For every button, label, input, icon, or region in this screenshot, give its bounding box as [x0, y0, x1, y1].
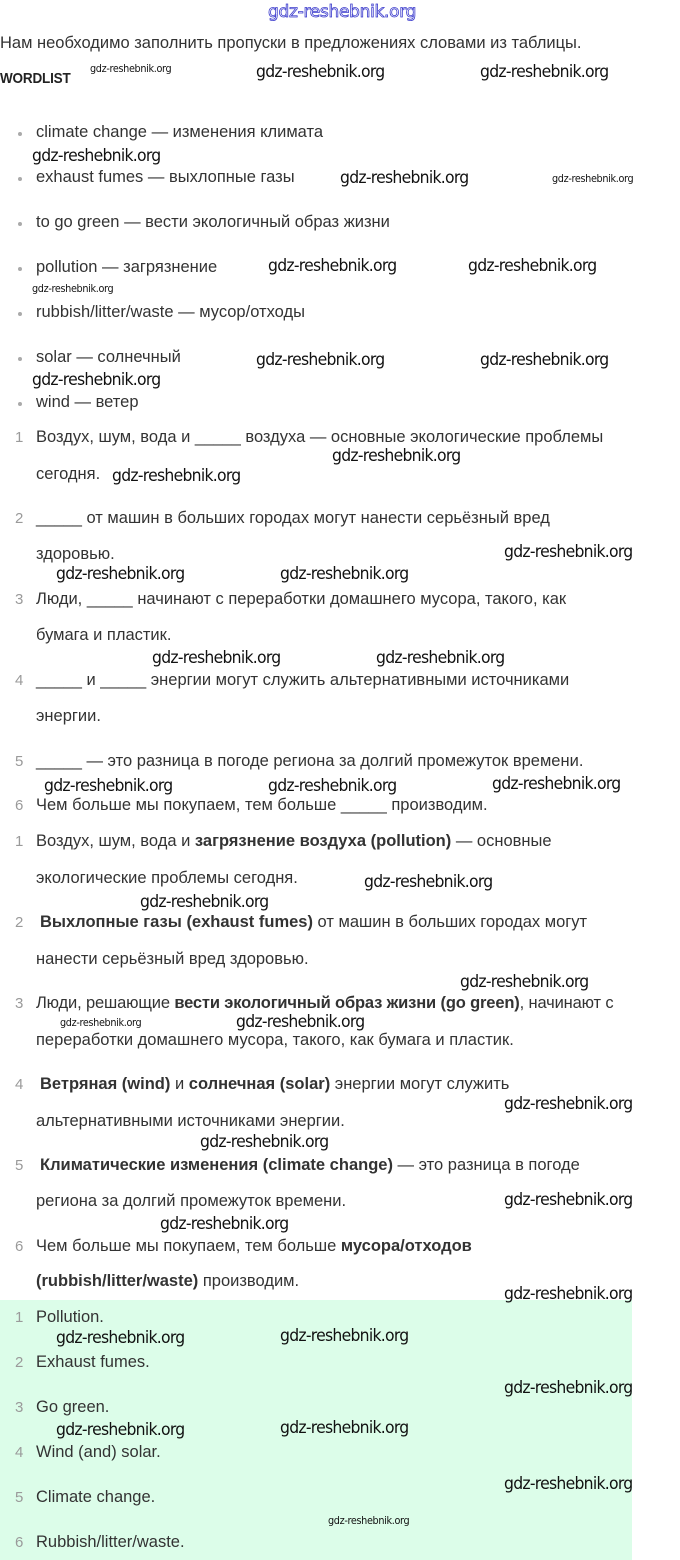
- bullet-icon: [18, 222, 22, 226]
- answer-line: Climate change.: [36, 1488, 156, 1506]
- answer-bold: Выхлопные газы (exhaust fumes): [40, 913, 313, 931]
- translation-line: [36, 1272, 299, 1291]
- translation-line: [40, 1075, 509, 1094]
- text: Воздух, шум, вода и: [36, 832, 195, 850]
- translation-line: [36, 832, 552, 851]
- text: Люди, решающие: [36, 994, 175, 1012]
- answer-line: Go green.: [36, 1398, 110, 1416]
- watermark: gdz-reshebnik.org: [376, 648, 505, 668]
- item-number: 6: [15, 797, 24, 814]
- answer-bold: солнечная (solar): [188, 1075, 331, 1093]
- watermark: gdz-reshebnik.org: [112, 466, 241, 486]
- translation-line: нанести серьёзный вред здоровью.: [36, 950, 309, 968]
- translation-line: [40, 1156, 580, 1175]
- item-number: 1: [15, 833, 24, 850]
- text: Чем больше мы покупаем, тем больше: [36, 1237, 341, 1255]
- watermark: gdz-reshebnik.org: [32, 146, 161, 166]
- translation-line: альтернативными источниками энергии.: [36, 1112, 345, 1130]
- item-number: 5: [15, 753, 24, 770]
- text: — это разница в погоде: [392, 1156, 580, 1174]
- watermark: gdz-reshebnik.org: [328, 1514, 410, 1527]
- translation-line: переработки домашнего мусора, такого, как бумага и пластик.: [36, 1031, 514, 1049]
- exercise-line: _____ и _____ энергии могут служить альтернативными источниками: [36, 671, 570, 689]
- watermark: gdz-reshebnik.org: [280, 564, 409, 584]
- item-number: 4: [15, 1444, 24, 1461]
- item-number: 5: [15, 1489, 24, 1506]
- watermark: gdz-reshebnik.org: [60, 1016, 142, 1029]
- answer-line: Pollution.: [36, 1308, 104, 1326]
- item-number: 4: [15, 672, 24, 689]
- item-number: 3: [15, 1399, 24, 1416]
- exercise-line: бумага и пластик.: [36, 626, 172, 644]
- translation-line: [36, 994, 613, 1013]
- translation-line: региона за долгий промежуток времени.: [36, 1192, 347, 1210]
- watermark: gdz-reshebnik.org: [468, 256, 597, 276]
- text: и: [170, 1075, 189, 1093]
- item-number: 1: [15, 429, 24, 446]
- text: производим.: [198, 1272, 300, 1290]
- watermark: gdz-reshebnik.org: [504, 1094, 633, 1114]
- item-number: 3: [15, 591, 24, 608]
- watermark: gdz-reshebnik.org: [340, 168, 469, 188]
- bullet-icon: [18, 312, 22, 316]
- watermark: gdz-reshebnik.org: [56, 564, 185, 584]
- watermark: gdz-reshebnik.org: [332, 446, 461, 466]
- exercise-line: _____ от машин в больших городах могут нанести серьёзный вред: [36, 509, 550, 527]
- watermark: gdz-reshebnik.org: [280, 1418, 409, 1438]
- exercise-line: здоровью.: [36, 545, 115, 563]
- item-number: 2: [15, 1354, 24, 1371]
- wordlist-item: pollution — загрязнение: [36, 258, 218, 276]
- watermark: gdz-reshebnik.org: [236, 1012, 365, 1032]
- watermark: gdz-reshebnik.org: [504, 1284, 633, 1304]
- watermark: gdz-reshebnik.org: [32, 370, 161, 390]
- answer-bold: (rubbish/litter/waste): [36, 1272, 199, 1290]
- exercise-line: Чем больше мы покупаем, тем больше _____ производим.: [36, 796, 488, 814]
- item-number: 3: [15, 995, 24, 1012]
- wordlist-item: to go green — вести экологичный образ жизни: [36, 213, 390, 231]
- exercise-line: энергии.: [36, 707, 101, 725]
- top-watermark: gdz-reshebnik.org: [268, 2, 417, 22]
- translation-line: [36, 1237, 472, 1256]
- watermark: gdz-reshebnik.org: [152, 648, 281, 668]
- watermark: gdz-reshebnik.org: [256, 62, 385, 82]
- translation-line: [40, 913, 587, 932]
- watermark: gdz-reshebnik.org: [480, 350, 609, 370]
- watermark: gdz-reshebnik.org: [504, 1378, 633, 1398]
- watermark: gdz-reshebnik.org: [90, 62, 172, 75]
- watermark: gdz-reshebnik.org: [492, 774, 621, 794]
- answer-bold: вести экологичный образ жизни (go green): [174, 994, 520, 1012]
- item-number: 2: [15, 510, 24, 527]
- wordlist-item: wind — ветер: [36, 393, 139, 411]
- watermark: gdz-reshebnik.org: [504, 542, 633, 562]
- watermark: gdz-reshebnik.org: [32, 282, 114, 295]
- bullet-icon: [18, 267, 22, 271]
- watermark: gdz-reshebnik.org: [56, 1328, 185, 1348]
- bullet-icon: [18, 402, 22, 406]
- item-number: 6: [15, 1238, 24, 1255]
- watermark: gdz-reshebnik.org: [200, 1132, 329, 1152]
- text: — основные: [451, 832, 552, 850]
- text: энергии могут служить: [330, 1075, 510, 1093]
- exercise-line: _____ — это разница в погоде региона за долгий промежуток времени.: [36, 752, 584, 770]
- exercise-line: сегодня.: [36, 465, 101, 483]
- item-number: 5: [15, 1157, 24, 1174]
- text: от машин в больших городах могут: [312, 913, 588, 931]
- exercise-line: Люди, _____ начинают с переработки домашнего мусора, такого, как: [36, 590, 567, 608]
- watermark: gdz-reshebnik.org: [364, 872, 493, 892]
- wordlist-item: exhaust fumes — выхлопные газы: [36, 168, 295, 186]
- answer-line: Rubbish/litter/waste.: [36, 1533, 185, 1551]
- translation-line: экологические проблемы сегодня.: [36, 869, 298, 887]
- answer-line: Wind (and) solar.: [36, 1443, 161, 1461]
- item-number: 1: [15, 1309, 24, 1326]
- answer-line: Exhaust fumes.: [36, 1353, 150, 1371]
- wordlist-heading: WORDLIST: [0, 70, 71, 87]
- watermark: gdz-reshebnik.org: [268, 256, 397, 276]
- watermark: gdz-reshebnik.org: [44, 776, 173, 796]
- watermark: gdz-reshebnik.org: [504, 1474, 633, 1494]
- item-number: 4: [15, 1076, 24, 1093]
- exercise-line: Воздух, шум, вода и _____ воздуха — основные экологические проблемы: [36, 428, 604, 446]
- watermark: gdz-reshebnik.org: [268, 776, 397, 796]
- watermark: gdz-reshebnik.org: [480, 62, 609, 82]
- watermark: gdz-reshebnik.org: [56, 1420, 185, 1440]
- instruction-text: Нам необходимо заполнить пропуски в предложениях словами из таблицы.: [0, 34, 582, 52]
- wordlist-item: climate change — изменения климата: [36, 123, 324, 141]
- item-number: 6: [15, 1534, 24, 1551]
- watermark: gdz-reshebnik.org: [552, 172, 634, 185]
- watermark: gdz-reshebnik.org: [460, 972, 589, 992]
- answer-bold: Ветряная (wind): [40, 1075, 171, 1093]
- watermark: gdz-reshebnik.org: [140, 892, 269, 912]
- text: , начинают с: [519, 994, 614, 1012]
- watermark: gdz-reshebnik.org: [280, 1326, 409, 1346]
- answer-bold: загрязнение воздуха (pollution): [194, 832, 452, 850]
- watermark: gdz-reshebnik.org: [256, 350, 385, 370]
- answer-bold: Климатические изменения (climate change): [40, 1156, 393, 1174]
- watermark: gdz-reshebnik.org: [504, 1190, 633, 1210]
- bullet-icon: [18, 357, 22, 361]
- wordlist-item: solar — солнечный: [36, 348, 181, 366]
- bullet-icon: [18, 177, 22, 181]
- bullet-icon: [18, 132, 22, 136]
- item-number: 2: [15, 914, 24, 931]
- watermark: gdz-reshebnik.org: [160, 1214, 289, 1234]
- wordlist-item: rubbish/litter/waste — мусор/отходы: [36, 303, 305, 321]
- answer-bold: мусора/отходов: [340, 1237, 472, 1255]
